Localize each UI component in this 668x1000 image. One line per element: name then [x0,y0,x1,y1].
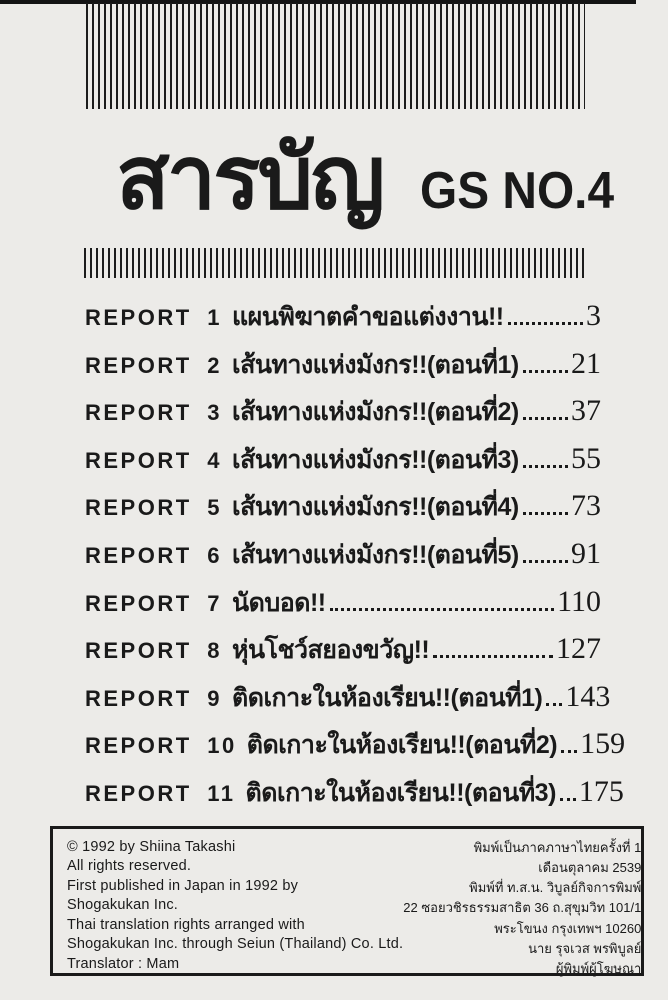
copyright-line: © 1992 by Shiina Takashi [67,839,236,855]
printing-info-line: พระโขนง กรุงเทพฯ 10260 [494,920,642,936]
dot-leader [433,655,553,658]
toc-row [85,764,624,812]
report-label: REPORT 3 [85,400,223,426]
report-label: REPORT 11 [85,780,236,806]
page-number: 37 [571,394,601,428]
report-title: เส้นทางแห่งมังกร!!(ตอนที่2) [232,398,519,427]
barcode-stripes-top [86,3,585,109]
copyright-line: Translator : Mam [67,955,180,972]
report-title: นัดบอด!! [232,588,326,617]
page-number: 127 [556,632,601,666]
page-number: 175 [578,774,624,808]
volume-label: GS NO.4 [420,162,615,220]
report-label: REPORT 5 [85,495,223,521]
report-label: REPORT 1 [85,305,223,330]
page-number: 110 [557,584,601,618]
report-label: REPORT 6 [85,542,223,568]
dot-leader [330,608,554,611]
dot-leader [561,750,577,753]
colophon-box [50,826,644,976]
dot-leader [523,512,568,515]
dot-leader [523,417,568,420]
printing-info-line: เดือนตุลาคม 2539 [538,860,642,876]
report-label: REPORT 4 [85,447,223,473]
printing-info-line: พิมพ์ที่ ท.ส.น. วิบูลย์กิจการพิมพ์ [469,880,642,896]
printing-info-thai [403,838,642,976]
dot-leader [523,560,568,563]
report-label: REPORT 8 [85,638,223,664]
printing-info-line: พิมพ์เป็นภาคภาษาไทยครั้งที่ 1 [473,840,642,855]
report-title: ติดเกาะในห้องเรียน!!(ตอนที่1) [232,683,543,712]
page-number: 91 [571,536,601,570]
report-title: ติดเกาะในห้องเรียน!!(ตอนที่2) [246,731,558,760]
dot-leader [508,322,583,325]
report-label: REPORT 2 [85,352,223,378]
copyright-line: Shogakukan Inc. [67,897,179,914]
dot-leader [560,798,576,801]
report-label: REPORT 9 [85,685,223,711]
toc-row [85,716,626,764]
report-title: หุ่นโชว์สยองขวัญ!! [232,636,430,665]
report-label: REPORT 7 [85,590,223,616]
copyright-line: Thai translation rights arranged with [67,916,305,933]
dot-leader [523,465,568,468]
toc-row [85,336,601,384]
page-number: 159 [580,727,626,761]
printing-info-line: นาย รุจเวส พรพิบูลย์ [528,940,642,956]
toc-row [85,574,601,622]
dot-leader [546,703,562,706]
toc-row [85,621,601,669]
printing-info-line: 22 ซอยวชิรธรรมสาธิต 36 ถ.สุขุมวิท 101/1 [403,900,642,916]
printing-info-line: ผู้พิมพ์ผู้โฆษณา [555,960,642,976]
toc-row [85,526,601,574]
copyright-line: All rights reserved. [67,858,192,875]
page-number: 73 [571,489,601,523]
toc-row [85,669,611,717]
report-title: เส้นทางแห่งมังกร!!(ตอนที่3) [232,445,519,474]
dot-leader [523,370,568,373]
table-of-contents [85,288,626,812]
toc-row [85,478,601,526]
page-number: 55 [571,441,601,475]
copyright-line: First published in Japan in 1992 by [67,877,299,894]
page-title: สารบัญ [116,128,383,227]
toc-row [85,383,601,431]
barcode-stripes-divider [84,248,585,278]
report-title: เส้นทางแห่งมังกร!!(ตอนที่1) [232,350,519,379]
page-number: 143 [565,679,611,713]
copyright-line: Shogakukan Inc. through Seiun (Thailand) Co. Ltd. [67,936,404,953]
page-number: 21 [571,346,601,380]
report-title: เส้นทางแห่งมังกร!!(ตอนที่5) [232,540,519,569]
page-header [116,128,631,227]
toc-row [85,431,601,479]
report-title: แผนพิฆาตคำขอแต่งงาน!! [232,303,504,331]
report-title: ติดเกาะในห้องเรียน!!(ตอนที่3) [245,778,556,807]
toc-row [85,288,601,336]
page-number: 3 [586,299,601,332]
report-label: REPORT 10 [85,733,237,759]
report-title: เส้นทางแห่งมังกร!!(ตอนที่4) [232,493,519,522]
copyright-english [67,838,404,972]
